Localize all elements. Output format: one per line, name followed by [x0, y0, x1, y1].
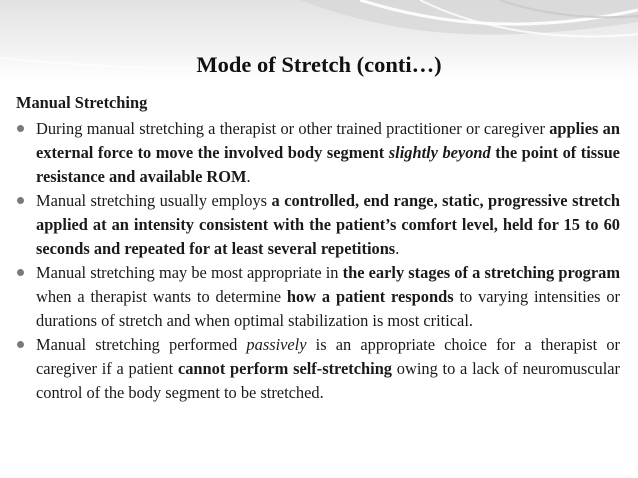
bullet-text-run: .	[395, 239, 400, 258]
bullet-item	[16, 117, 620, 189]
bullet-text-run: .	[246, 167, 251, 186]
bullet-item	[16, 261, 620, 333]
bullet-item	[16, 189, 620, 261]
bullet-dot-icon	[17, 125, 24, 132]
bullet-text-run: slightly beyond	[388, 143, 491, 162]
subheading: Manual Stretching	[16, 93, 148, 112]
slide-title: Mode of Stretch (conti…)	[196, 52, 442, 77]
bullet-dot-icon	[17, 269, 24, 276]
bullet-text-run: passively	[246, 335, 307, 354]
bullet-text-run: the early stages of a stretching program	[342, 263, 620, 282]
bullet-text-run: cannot perform self-stretching	[177, 359, 393, 378]
bullet-dot-icon	[17, 197, 24, 204]
bullet-text-run: the point of tissue resistance and available ROM	[36, 143, 620, 186]
bullet-text-run: applies an external force to move the involved body segment	[36, 119, 620, 162]
bullet-text-run: During manual stretching a therapist or other trained practitioner or caregiver	[36, 119, 550, 138]
bullet-text-run: Manual stretching usually employs	[36, 191, 272, 210]
bullet-text-run: Manual stretching performed	[36, 335, 247, 354]
bullet-text-run: a controlled, end range, static, progressive stretch applied at an intensity consistent with the patient’s comfort level, held for 15 to 60 seconds and repeated for at least several repetitions	[36, 191, 621, 258]
bullet-text-run: owing to a lack of neuromuscular control of the body segment to be stretched.	[36, 359, 620, 402]
bullet-text-run: to varying intensities or durations of stretch and when optimal stabilization is most critical.	[36, 287, 620, 330]
bullet-dot-icon	[17, 341, 24, 348]
bullet-list	[16, 117, 620, 405]
slide-content	[16, 91, 620, 405]
bullet-text-run: how a patient responds	[286, 287, 454, 306]
bullet-text-run: is an appropriate choice for a therapist or caregiver if a patient	[36, 335, 620, 378]
bullet-text-run: when a therapist wants to determine	[36, 287, 287, 306]
bullet-text-run: Manual stretching may be most appropriate in	[36, 263, 343, 282]
bullet-item	[16, 333, 620, 405]
